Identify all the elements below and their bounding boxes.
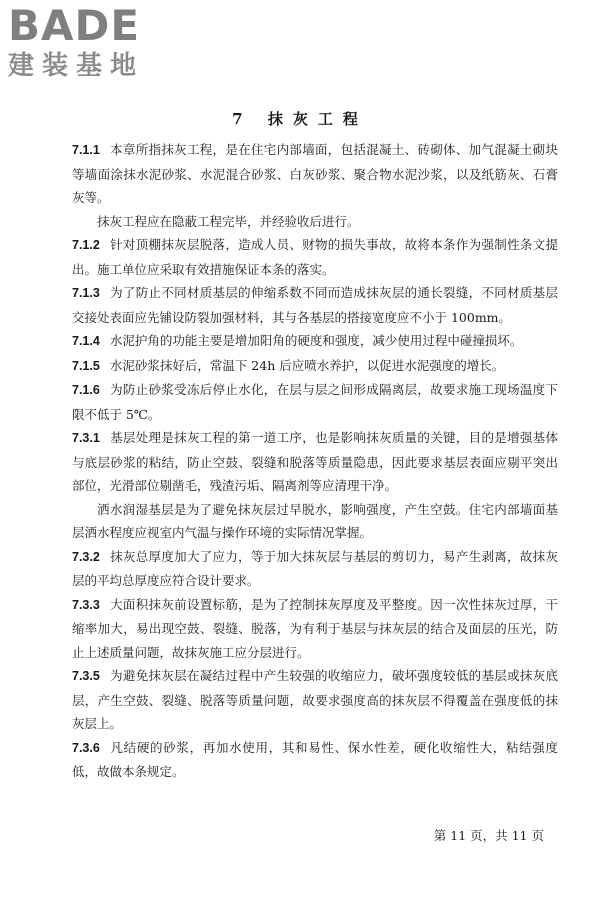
paragraph-7-3-6 — [72, 736, 558, 784]
section-number: 7.3.5 — [72, 669, 100, 683]
paragraph-7-1-4 — [72, 329, 558, 354]
paragraph-text: 洒水润湿基层是为了避免抹灰层过早脱水，影响强度，产生空鼓。住宅内部墙面基层洒水程度应视室内气温与操作环境的实际情况掌握。 — [72, 501, 558, 540]
watermark-brand: BADE — [8, 1, 141, 50]
section-number: 7.1.3 — [72, 286, 100, 300]
section-number: 7.1.4 — [72, 334, 100, 348]
paragraph-7-3-5 — [72, 664, 558, 736]
paragraph-text: 抹灰工程应在隐蔽工程完毕，并经验收后进行。 — [97, 213, 360, 229]
section-number: 7.1.2 — [72, 238, 100, 252]
paragraph-7-1-5 — [72, 354, 558, 379]
paragraph-text: 大面积抹灰前设置标筋，是为了控制抹灰厚度及平整度。因一次性抹灰过厚，干缩率加大，易出现空鼓、裂缝、脱落，为有利于基层与抹灰层的结合及面层的压光，防止上述质量问题，故抹灰施工应分层进行。 — [72, 596, 558, 660]
paragraph-7-1-3 — [72, 281, 558, 329]
section-number: 7.3.3 — [72, 597, 100, 612]
document-body — [72, 138, 558, 784]
paragraph-text: 为避免抹灰层在凝结过程中产生较强的收缩应力，破坏强度较低的基层或抹灰底层，产生空鼓、裂缝、脱落等质量问题，故要求强度高的抹灰层不得覆盖在强度低的抹灰层上。 — [72, 668, 558, 731]
section-number: 7.3.6 — [72, 740, 100, 755]
paragraph-7-3-1 — [72, 426, 558, 498]
section-number: 7.3.1 — [72, 431, 100, 445]
paragraph-text: 水泥砂浆抹好后，常温下 24h 后应喷水养护，以促进水泥强度的增长。 — [109, 357, 505, 373]
paragraph-text: 本章所指抹灰工程，是在住宅内部墙面，包括混凝土、砖砌体、加气混凝土砌块等墙面涂抹水泥砂浆、水泥混合砂浆、白灰砂浆、聚合物水泥沙浆，以及纸筋灰、石膏灰等。 — [72, 142, 558, 205]
section-number: 7.1.1 — [72, 143, 100, 157]
page-number-footer: 第 11 页，共 11 页 — [433, 828, 544, 843]
paragraph-7-1-1-continued — [72, 210, 558, 234]
paragraph-text: 抹灰总厚度加大了应力，等于加大抹灰层与基层的剪切力，易产生剥离，故抹灰层的平均总厚度应符合设计要求。 — [72, 548, 558, 588]
paragraph-text: 针对顶棚抹灰层脱落，造成人员、财物的损失事故，故将本条作为强制性条文提出。施工单位应采取有效措施保证本条的落实。 — [72, 237, 558, 277]
chapter-title: 7 抹灰工程 — [232, 110, 368, 128]
watermark-subtitle: 建装基地 — [8, 51, 145, 81]
paragraph-text: 为防止砂浆受冻后停止水化，在层与层之间形成隔离层，故要求施工现场温度下限不低于 5℃。 — [72, 382, 558, 422]
bade-watermark-logo — [8, 1, 178, 82]
paragraph-7-3-1-continued — [72, 498, 558, 545]
paragraph-7-1-1 — [72, 138, 558, 210]
section-number: 7.3.2 — [72, 549, 100, 564]
paragraph-7-3-3 — [72, 593, 558, 665]
paragraph-7-3-2 — [72, 545, 558, 593]
paragraph-7-1-2 — [72, 233, 558, 281]
paragraph-7-1-6 — [72, 378, 558, 426]
section-number: 7.1.5 — [72, 358, 100, 373]
paragraph-text: 水泥护角的功能主要是增加阳角的硬度和强度，减少使用过程中碰撞损坏。 — [109, 333, 523, 348]
paragraph-text: 基层处理是抹灰工程的第一道工序，也是影响抹灰质量的关键，目的是增强基体与底层砂浆的粘结，防止空鼓、裂缝和脱落等质量隐患，因此要求基层表面应剔平突出部位，光滑部位剔凿毛，残渣污垢、隔离剂等应清理干净。 — [72, 430, 558, 493]
paragraph-text: 凡结硬的砂浆，再加水使用，其和易性、保水性差，硬化收缩性大，粘结强度低，故做本条规定。 — [72, 739, 558, 779]
section-number: 7.1.6 — [72, 383, 100, 397]
paragraph-text: 为了防止不同材质基层的伸缩系数不同而造成抹灰层的通长裂缝，不同材质基层交接处表面应先铺设防裂加强材料，其与各基层的搭接宽度应不小于 100mm。 — [72, 285, 558, 325]
